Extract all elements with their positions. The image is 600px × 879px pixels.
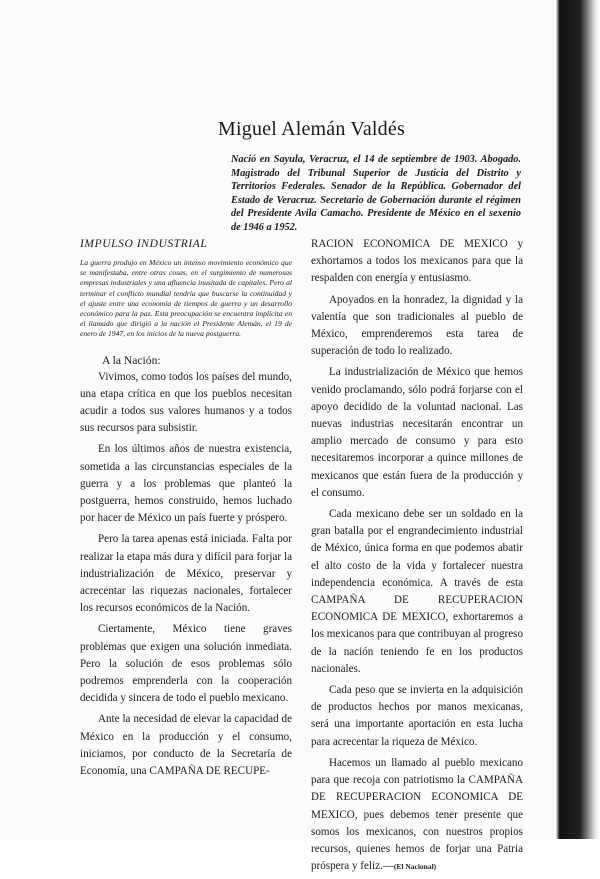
body-paragraph: Pero la tarea apenas está iniciada. Falta por realizar la etapa más dura y difícil para forjar la industrialización de México, preservar y acrecentar las riquezas nacionales, fortalecer los recursos económicos de la Nación.	[80, 533, 292, 615]
body-paragraph: Ciertamente, México tiene graves problemas que exigen una solución inmediata. Pero la solución de esos problemas sólo podremos emprenderla con la cooperación decidida y sincera de todo el pueblo mexicano.	[80, 623, 292, 705]
body-paragraph: Apoyados en la honradez, la dignidad y la valentía que son tradicionales al pueblo de México, emprenderemos esta tarea de superación de todo lo realizado.	[311, 293, 523, 358]
closing-paragraph	[311, 755, 523, 875]
body-paragraph: La industrialización de México que hemos venido proclamando, sólo podrá forjarse con el apoyo decidido de la voluntad nacional. Las nuevas industrias necesitarán encontrar un amplio mercado de consumo y para esto necesitaremos incorporar a quince millones de mexicanos que están fuera de la producción y el consumo.	[311, 366, 523, 499]
body-paragraph: Cada peso que se invierta en la adquisición de productos hechos por manos mexicanas, será una importante aportación en esta lucha para acrecentar la riqueza de México.	[311, 684, 523, 748]
continued-paragraph: RACION ECONOMICA DE MEXICO y exhortamos a todos los mexicanos para que la respalden con energía y entusiasmo.	[311, 238, 523, 285]
closing-text: Hacemos un llamado al pueblo mexicano para que recoja con patriotismo la CAMPAÑA DE RECUPERACION ECONOMICA DE MEXICO, pues debemos tener presente que somos los mexicanos, con nuestros propios recursos, quienes hemos de forjar una Patria próspera y feliz.—	[311, 756, 523, 873]
body-paragraph: Ante la necesidad de elevar la capacidad de México en la producción y el consumo, iniciamos, por conducto de la Secretaría de Economía, una CAMPAÑA DE RECUPE-	[80, 713, 292, 778]
body-paragraph: Vivimos, como todos los países del mundo, una etapa crítica en que los pueblos necesitan acudir a todos sus valores humanos y a todos sus recursos para subsistir.	[80, 370, 292, 435]
salutation: A la Nación:	[102, 353, 161, 367]
intro-note: La guerra produjo en México un intenso movimiento económico que se manifestaba, entre otras cosas, en el surgimiento de numerosas empresas industriales y una afluencia inusitada de capitales. Pero al terminar el conflicto mundial tendría que buscarse la continuidad y el ajuste entre una economía de tiempos de guerra y un desarrollo económico para la paz. Esta preocupación se encuentra implícita en el llamado que dirigió a la nación el Presidente Alemán, el 19 de enero de 1947, en los inicios de la nueva postguerra.	[80, 258, 292, 339]
section-heading: IMPULSO INDUSTRIAL	[80, 238, 208, 250]
body-paragraph: Cada mexicano debe ser un soldado en la gran batalla por el engrandecimiento industrial de México, única forma en que podemos abatir el alto costo de la vida y fortalecer nuestra independencia económica. A través de esta CAMPAÑA DE RECUPERACION ECONOMICA DE MEXICO, exhortaremos a los mexicanos para que contribuyan al progreso de la nación teniendo fe en los productos nacionales.	[311, 508, 523, 675]
left-column	[80, 236, 292, 784]
source-citation: (El Nacional)	[393, 862, 437, 872]
page-edge-shadow	[556, 0, 600, 839]
right-column	[311, 236, 523, 879]
author-bio: Nació en Sayula, Veracruz, el 14 de septiembre de 1903. Abogado. Magistrado del Tribunal Superior de Justicia del Distrito y Territorios Federales. Senador de la República. Gobernador del Estado de Veracruz. Secretario de Gobernación durante el régimen del Presidente Avila Camacho. Presidente de México en el sexenio de 1946 a 1952.	[231, 154, 521, 233]
body-paragraph: En los últimos años de nuestra existencia, sometida a las circunstancias especiales de la guerra y a los problemas que planteó la postguerra, hemos construido, hemos luchado por hacer de México un país fuerte y próspero.	[80, 443, 292, 525]
page-title: Miguel Alemán Valdés	[218, 118, 405, 140]
